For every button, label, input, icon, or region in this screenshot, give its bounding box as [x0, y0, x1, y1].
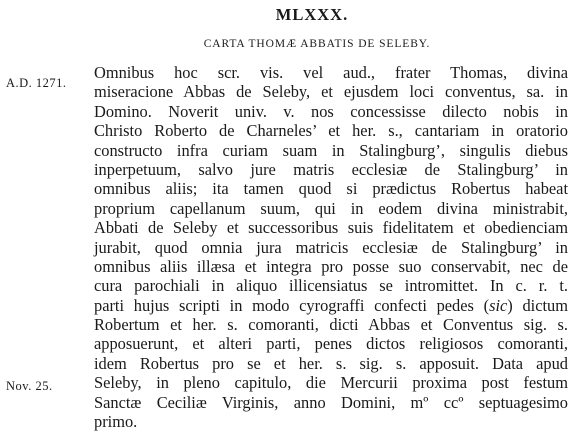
text-line: cura parochiali in aliquo illicensiatus se intromittet. In c. r. t. [94, 276, 568, 296]
text-line: Robertum et her. s. comoranti, dicti Abbas et Conventus sig. s. [94, 315, 568, 335]
text-line: Sanctæ Ceciliæ Virginis, anno Domini, mº ccº septuagesimo [94, 392, 568, 412]
charter-text [94, 63, 568, 431]
text-line: Seleby, in pleno capitulo, die Mercurii proxima post festum [94, 373, 568, 393]
text-line: omnibus aliis; ita tamen quod si prædictus Robertus habeat [94, 179, 568, 199]
text-line: Christo Roberto de Charneles’ et her. s., cantariam in oratorio [94, 121, 568, 141]
document-number: MLXXX. [275, 5, 349, 24]
margin-date-day: Nov. 25. [6, 379, 53, 393]
text-line: miseracione Abbas de Seleby, et ejusdem loci conventus, sa. in [94, 82, 568, 102]
text-line: Omnibus hoc scr. vis. vel aud., frater Thomas, divina [94, 63, 568, 82]
text-line: jurabit, quod omnia jura matricis ecclesiæ de Stalingburg’ in [94, 237, 568, 257]
text-line: primo. [94, 412, 138, 432]
text-line: proprium capellanum suum, qui in eodem divina ministrabit, [94, 198, 568, 218]
text-line: parti hujus scripti in modo cyrograffi confecti pedes (sic) dictum [94, 295, 568, 315]
text-line: idem Robertus pro se et her. s. sig. s. apposuit. Data apud [94, 353, 568, 373]
document-title: CARTA THOMÆ ABBATIS DE SELEBY. [203, 38, 431, 50]
text-line: Domino. Noverit univ. v. nos concessisse dilecto nobis in [94, 101, 568, 121]
text-line: constructo infra curiam suam in Stalingburg’, singulis diebus [94, 140, 568, 160]
margin-date-year: A.D. 1271. [6, 76, 67, 90]
text-line: apposuerunt, et alteri parti, penes dictos religiosos comoranti, [94, 334, 568, 354]
text-line: inperpetuum, salvo jure matris ecclesiæ de Stalingburg’ in [94, 159, 568, 179]
text-line: Abbati de Seleby et successoribus suis fidelitatem et obedienciam [94, 218, 568, 238]
text-line: omnibus aliis illæsa et integra pro posse suo conservabit, nec de [94, 256, 568, 276]
